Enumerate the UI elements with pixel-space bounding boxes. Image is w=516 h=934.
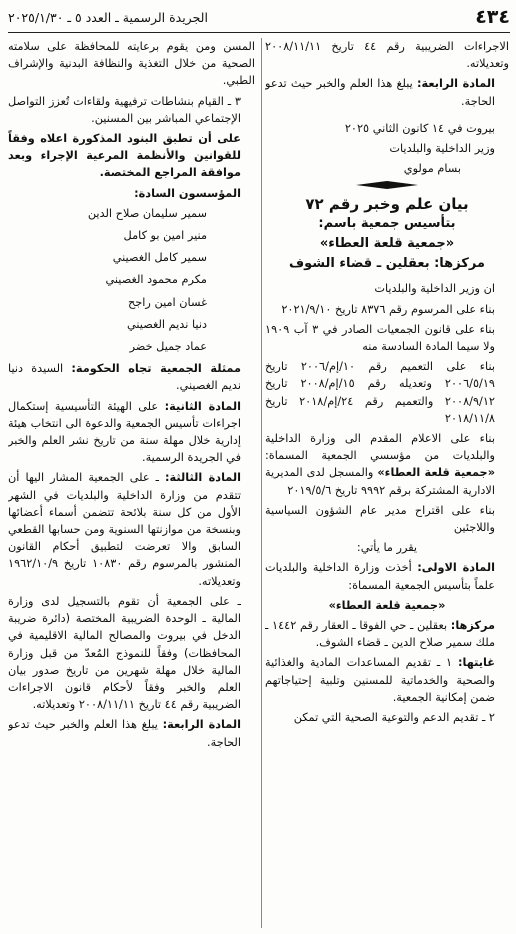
decision-title: بيان علم وخبر رقم ٧٢ — [305, 195, 469, 214]
column-divider — [261, 38, 262, 928]
text-paragraph: ان وزير الداخلية والبلديات — [374, 282, 495, 296]
association-name: «جمعية قلعة العطاء» — [328, 598, 446, 612]
list-item: عماد جميل خضر — [129, 340, 207, 354]
text-paragraph: بناء على المرسوم رقم ٨٣٧٦ تاريخ ٢٠٢١/٩/١٠ — [281, 302, 495, 316]
text-paragraph: بناء على قانون الجمعيات الصادر في ٣ آب ١٩٠٩ ولا سيما المادة السادسة منه — [265, 322, 495, 354]
header-rule — [8, 32, 510, 33]
page-header — [8, 6, 510, 32]
text-paragraph: ـ على الجمعية أن تقوم بالتسجيل لدى وزارة المالية ـ الوحدة الضريبية المختصة (دائرة ضريبة الدخل في بيروت والمصالح المالية الاقليمية في المحافظات) وفقاً للنموذج المُعدّ من قبل وزارة المالية خلال مهلة شهرين من تاريخ صدور بيان العلم والخبر وفقاً لأحكام قانون الاجراءات الضريبية رقم ٤٤ تاريخ ٢٠٠٨/١١/١١ وتعديلاته. — [8, 594, 241, 712]
section-text: السيدة دنيا نديم الغصيني. — [8, 362, 241, 393]
article-text: ـ على الجمعية المشار اليها أن تتقدم من وزارة الداخلية والبلديات في الشهر الأول من كل سنة بلائحة تتضمن أسماء أعضائها وبنسخة من موازنتها السنوية ومن حسابها القطعي السابق والا تعرضت لتطبيق أحكام القانون المنشور بالمرسوم رقم ١٠٨٣٠ تاريخ ١٩٦٢/١٠/٩ وتعديلاته. — [8, 471, 241, 588]
section-label: غايتها: — [457, 656, 495, 670]
article-two — [8, 398, 255, 467]
government-representative — [8, 360, 255, 394]
goals — [265, 654, 509, 706]
right-column — [265, 38, 509, 934]
list-item: دنيا نديم الغصيني — [126, 317, 207, 331]
signer-title: وزير الداخلية والبلديات — [389, 142, 495, 156]
list-item: سمير كامل الغصيني — [112, 251, 207, 265]
text-paragraph: بناء على اقتراح مدير عام الشؤون السياسية واللاجئين — [265, 503, 495, 535]
left-column — [8, 38, 255, 934]
article-label: المادة الرابعة: — [417, 77, 495, 91]
section-divider — [265, 181, 509, 189]
article-text: يبلغ هذا العلم والخبر حيث تدعو الحاجة. — [265, 77, 495, 108]
article-three — [8, 469, 255, 589]
founders-list — [8, 205, 255, 355]
article-four — [265, 75, 509, 109]
section-text: بعقلين ـ حي الفوقا ـ العقار رقم ١٤٤٢ ـ ملك سمير صلاح الدين ـ قضاء الشوف. — [265, 619, 495, 650]
page-number: ٤٣٤ — [475, 6, 510, 28]
text-paragraph: على أن تطبق البنود المذكورة اعلاه وفقاً للقوانين والأنظمة المرعية الإجراء وبعد موافقة المراجع المختصة. — [8, 132, 241, 180]
article-label: المادة الرابعة: — [162, 718, 241, 732]
text-paragraph: ٢ ـ تقديم الدعم والتوعية الصحية التي تمكن — [293, 711, 495, 725]
article-label: المادة الثانية: — [164, 399, 241, 413]
list-item: غسان امين راجح — [128, 295, 207, 309]
founders-label: المؤسسون السادة: — [134, 186, 241, 200]
text-paragraph: بناء على الاعلام المقدم الى وزارة الداخلية والبلديات من مؤسسي الجمعية المسماة: «جمعية قلعة العطاء» والمسجل لدى المديرية الادارية المشتركة برقم ٩٩٩٢ تاريخ ٢٠١٩/٥/٦ — [265, 432, 495, 497]
article-text: يبلغ هذا العلم والخبر حيث تدعو الحاجة. — [8, 718, 241, 749]
association-name-heading: «جمعية قلعة العطاء» — [319, 236, 455, 252]
list-item: منير امين بو كامل — [123, 229, 207, 243]
association-name: «جمعية قلعة العطاء» — [377, 466, 495, 480]
list-item: سمير سليمان صلاح الدين — [87, 206, 207, 220]
article-four — [8, 716, 255, 750]
text-paragraph: ٣ ـ القيام بنشاطات ترفيهية ولقاءات تُعزز التواصل الإجتماعي المباشر بين المسنين. — [8, 94, 241, 125]
decision-subtitle: بتأسيس جمعية باسم: — [318, 216, 456, 232]
article-label: المادة الثالثة: — [165, 471, 241, 485]
date-line: بيروت في ١٤ كانون الثاني ٢٠٢٥ — [344, 121, 495, 135]
section-text: ١ ـ تقديم المساعدات المادية والغذائية والصحية والخدماتية للمسنين وتلبية إحتياجاتهم ضمن إمكانية الجمعية. — [265, 656, 495, 704]
decides-heading: يقرر ما يأتي: — [356, 541, 418, 555]
headquarters — [265, 617, 509, 651]
article-one — [265, 559, 509, 593]
text-paragraph: المسن ومن يقوم برعايته للمحافظة على سلامته الصحية من خلال التغذية والنظافة البدنية والإشراف الطبي. — [8, 40, 255, 88]
text-paragraph: بناء على التعميم رقم ١٠/إم/٢٠٠٦ تاريخ ٢٠٠٦/٥/١٩ وتعديله رقم ١٥/إم/٢٠٠٨ تاريخ ٢٠٠٨/٩/١٢ والتعميم رقم ٢٤/إم/٢٠١٨ تاريخ ٢٠١٨/١١/٨ — [265, 360, 495, 425]
list-item: مكرم محمود الغصيني — [105, 273, 207, 287]
gazette-title: الجريدة الرسمية ـ العدد ٥ ـ ٢٠٢٥/١/٣٠ — [8, 10, 208, 25]
text-paragraph: الاجراءات الضريبية رقم ٤٤ تاريخ ٢٠٠٨/١١/١١ وتعديلاته. — [265, 40, 509, 71]
section-label: مركزها: — [450, 619, 496, 633]
article-text: على الهيئة التأسيسية إستكمال اجراءات تأسيس الجمعية والدعوة الى انتخاب هيئة إدارية خلال مهلة سنة من تاريخ نشر العلم والخبر في الجريدة الرسمية. — [8, 399, 241, 465]
section-label: ممثلة الجمعية تجاه الحكومة: — [71, 362, 241, 376]
signer-name: بسام مولوي — [403, 162, 461, 176]
article-text: أخذت وزارة الداخلية والبلديات علماً بتأسيس الجمعية المسماة: — [265, 561, 495, 592]
association-location-heading: مركزها: بعقلين ـ قضاء الشوف — [289, 256, 485, 272]
article-label: المادة الاولى: — [417, 561, 495, 575]
